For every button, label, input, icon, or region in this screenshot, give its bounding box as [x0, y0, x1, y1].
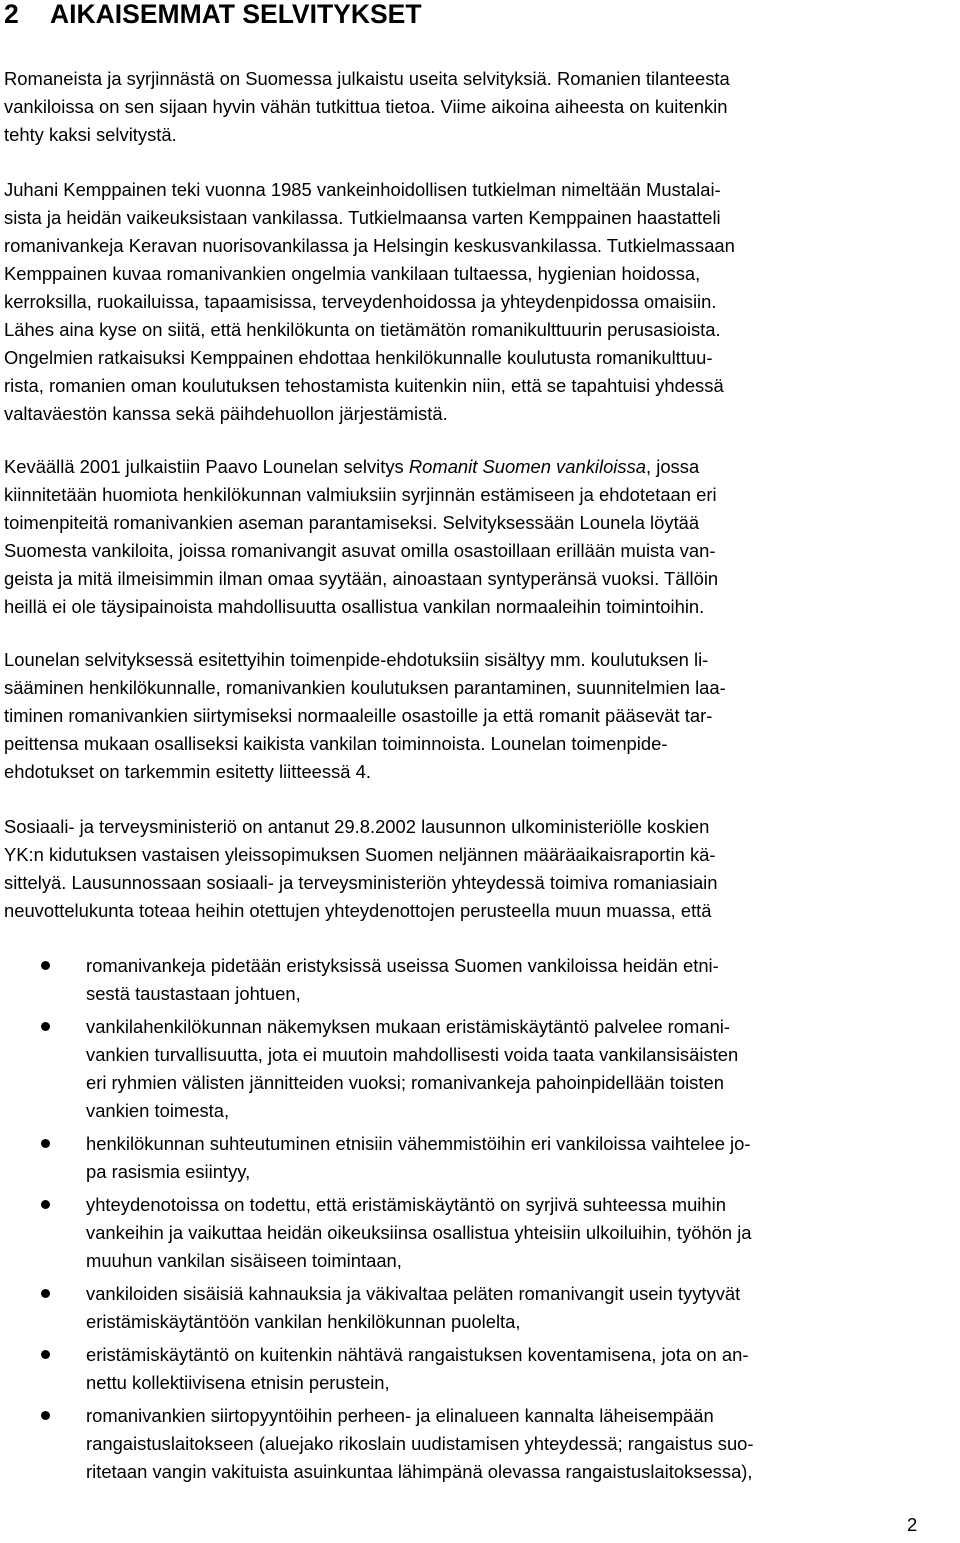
section-number: 2: [4, 0, 19, 29]
text-line: vankiloiden sisäisiä kahnauksia ja väkivaltaa peläten romanivangit usein tyytyvät: [86, 1283, 741, 1304]
text-line: Sosiaali- ja terveysministeriö on antanut 29.8.2002 lausunnon ulkoministeriölle koskien: [4, 816, 710, 837]
list-item: [0, 1341, 960, 1397]
list-item: [0, 1191, 960, 1275]
text-run: , jossa: [646, 456, 700, 477]
text-line: vankeihin ja vaikuttaa heidän oikeuksiinsa osallistua yhteisiin ulkoiluihin, työhön ja: [86, 1222, 752, 1243]
text-line: vankien turvallisuutta, jota ei muutoin mahdollisesti voida taata vankilansisäisten: [86, 1044, 739, 1065]
bullet-icon: [41, 1139, 50, 1148]
text-line: neuvottelukunta toteaa heihin otettujen yhteydenottojen perusteella muun muassa, että: [4, 900, 712, 921]
text-line: henkilökunnan suhteutuminen etnisiin vähemmistöihin eri vankiloissa vaihtelee jo-: [86, 1133, 751, 1154]
paragraph-proposals: [4, 646, 960, 786]
text-line: [4, 453, 960, 481]
text-line: ritetaan vangin vakituista asuinkuntaa lähimpänä olevassa rangaistuslaitoksessa),: [86, 1461, 753, 1482]
text-line: romanivankeja pidetään eristyksissä useissa Suomen vankiloissa heidän etni-: [86, 955, 719, 976]
text-line: Lähes aina kyse on siitä, että henkilökunta on tietämätön romanikulttuurin perusasioista.: [4, 319, 721, 340]
text-line: eri ryhmien välisten jännitteiden vuoksi; romanivankeja pahoinpidellään toisten: [86, 1072, 724, 1093]
text-line: Ongelmien ratkaisuksi Kemppainen ehdottaa henkilökunnalle koulutusta romanikulttuu-: [4, 347, 713, 368]
page-number: 2: [907, 1514, 918, 1535]
bullet-icon: [41, 1022, 50, 1031]
list-item: [0, 952, 960, 1008]
text-line: eristämiskäytäntöön vankilan henkilökunnan puolelta,: [86, 1311, 521, 1332]
text-line: sittelyä. Lausunnossaan sosiaali- ja terveysministeriön yhteydessä toimiva romaniasiain: [4, 872, 718, 893]
text-line: nettu kollektiivisena etnisin perustein,: [86, 1372, 390, 1393]
list-item: [0, 1013, 960, 1125]
text-line: vankien toimesta,: [86, 1100, 230, 1121]
text-line: peittensa mukaan osalliseksi kaikista vankilan toiminnoista. Lounelan toimenpide-: [4, 733, 668, 754]
text-line: romanivankien siirtopyyntöihin perheen- ja elinalueen kannalta läheisempään: [86, 1405, 714, 1426]
text-line: Romaneista ja syrjinnästä on Suomessa julkaistu useita selvityksiä. Romanien tilanteesta: [4, 68, 730, 89]
text-line: ehdotukset on tarkemmin esitetty liitteessä 4.: [4, 761, 371, 782]
text-line: kerroksilla, ruokailuissa, tapaamisissa, terveydenhoidossa ja yhteydenpidossa omaisiin.: [4, 291, 717, 312]
text-line: vankilahenkilökunnan näkemyksen mukaan eristämiskäytäntö palvelee romani-: [86, 1016, 731, 1037]
report-title: Romanit Suomen vankiloissa: [408, 456, 647, 477]
text-run: Keväällä 2001 julkaistiin Paavo Lounelan selvitys: [4, 456, 409, 477]
text-line: rangaistuslaitokseen (aluejako rikoslain uudistamisen yhteydessä; rangaistus suo-: [86, 1433, 754, 1454]
text-line: eristämiskäytäntö on kuitenkin nähtävä rangaistuksen koventamisena, jota on an-: [86, 1344, 749, 1365]
text-line: pa rasismia esiintyy,: [86, 1161, 251, 1182]
list-item: [0, 1280, 960, 1336]
text-line: Suomesta vankiloita, joissa romanivangit asuvat omilla osastoillaan erillään muista van-: [4, 540, 716, 561]
text-line: timinen romanivankien siirtymiseksi normaaleille osastoille ja että romanit pääsevät tar-: [4, 705, 713, 726]
text-line: heillä ei ole täysipainoista mahdollisuutta osallistua vankilan normaaleihin toimintoihin.: [4, 596, 705, 617]
bullet-icon: [41, 1289, 50, 1298]
text-line: Juhani Kemppainen teki vuonna 1985 vankeinhoidollisen tutkielman nimeltään Mustalai-: [4, 179, 721, 200]
text-line: toimenpiteitä romanivankien aseman parantamiseksi. Selvityksessään Lounela löytää: [4, 512, 700, 533]
text-line: kiinnitetään huomiota henkilökunnan valmiuksiin syrjinnän estämiseen ja ehdotetaan eri: [4, 484, 717, 505]
text-line: romanivankeja Keravan nuorisovankilassa ja Helsingin keskusvankilassa. Tutkielmassaan: [4, 235, 735, 256]
text-line: Lounelan selvityksessä esitettyihin toimenpide-ehdotuksiin sisältyy mm. koulutuksen li-: [4, 649, 709, 670]
section-title: AIKAISEMMAT SELVITYKSET: [50, 0, 422, 29]
paragraph-kemppainen: [4, 176, 960, 428]
text-line: sista ja heidän vaikeuksistaan vankilassa. Tutkielmaansa varten Kemppainen haastatteli: [4, 207, 721, 228]
text-line: geista ja mitä ilmeisimmin ilman omaa syytään, ainoastaan syntyperänsä vuoksi. Tällöin: [4, 568, 719, 589]
text-line: valtaväestön kanssa sekä päihdehuollon järjestämistä.: [4, 403, 448, 424]
paragraph-lounela: [4, 453, 960, 621]
bullet-icon: [41, 1350, 50, 1359]
section-heading: [4, 0, 422, 30]
text-line: vankiloissa on sen sijaan hyvin vähän tutkittua tietoa. Viime aikoina aiheesta on kuitenkin: [4, 96, 728, 117]
list-item: [0, 1402, 960, 1486]
bullet-icon: [41, 961, 50, 970]
paragraph-ministry: [4, 813, 960, 925]
list-item: [0, 1130, 960, 1186]
text-line: yhteydenotoissa on todettu, että eristämiskäytäntö on syrjivä suhteessa muihin: [86, 1194, 726, 1215]
text-line: Kemppainen kuvaa romanivankien ongelmia vankilaan tultaessa, hygienian hoidossa,: [4, 263, 701, 284]
text-line: sestä taustastaan johtuen,: [86, 983, 301, 1004]
bullet-icon: [41, 1200, 50, 1209]
text-line: tehty kaksi selvitystä.: [4, 124, 177, 145]
findings-list: [0, 952, 960, 1491]
text-line: YK:n kidutuksen vastaisen yleissopimuksen Suomen neljännen määräaikaisraportin kä-: [4, 844, 716, 865]
text-line: sääminen henkilökunnalle, romanivankien koulutuksen parantaminen, suunnitelmien laa-: [4, 677, 726, 698]
text-line: rista, romanien oman koulutuksen tehostamista kuitenkin niin, että se tapahtuisi yhdessä: [4, 375, 724, 396]
bullet-icon: [41, 1411, 50, 1420]
text-line: muuhun vankilan sisäiseen toimintaan,: [86, 1250, 402, 1271]
paragraph-intro: [4, 65, 960, 149]
